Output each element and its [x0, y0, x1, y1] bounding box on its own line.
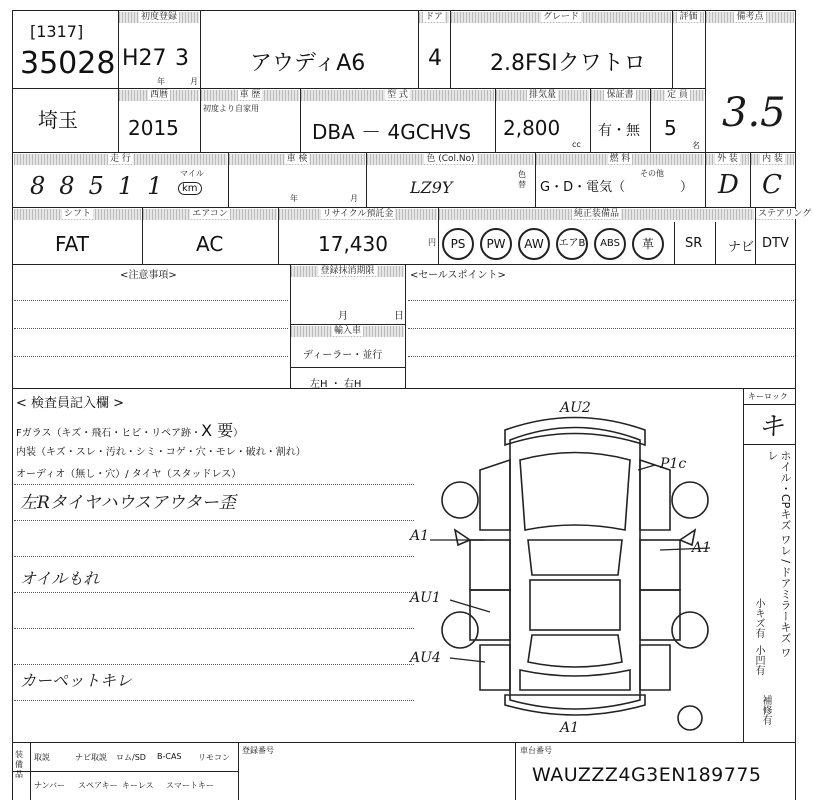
- header-grade: グレード: [451, 12, 671, 23]
- option-item: キーレス: [122, 781, 154, 790]
- fglass-line: Fガラス（キズ・飛石・ヒビ・リペア跡・X 要）: [16, 421, 244, 440]
- interior-line: 内装（キズ・スレ・汚れ・シミ・コゲ・穴・モレ・破れ・割れ）: [16, 447, 306, 458]
- score: 3.5: [722, 90, 786, 136]
- header-import: 輸入車: [291, 326, 404, 337]
- fuel: G・D・電気（: [540, 180, 626, 195]
- mark-left-1: A1: [410, 528, 430, 544]
- reg-month-mark: 月: [338, 311, 348, 322]
- mark-left-3: AU4: [410, 650, 441, 666]
- option-item: スペアキー: [78, 781, 118, 790]
- car-diagram: [410, 400, 740, 740]
- equipment-plain-item: SR: [685, 236, 703, 251]
- color-code: LZ9Y: [410, 178, 453, 197]
- interior-grade: C: [762, 170, 782, 200]
- import-type: ディーラー・並行: [303, 350, 383, 361]
- lot-number: 35028: [20, 46, 116, 81]
- reg-month: 3: [175, 46, 189, 71]
- hand-note-1: 左Rタイヤハウスアウター歪: [20, 493, 236, 513]
- chassis-label: 車台番号: [520, 746, 552, 755]
- header-inspector-notes: < 検査員記入欄 >: [16, 396, 125, 411]
- header-inspection: 車 検: [229, 154, 365, 165]
- fuel-close: ）: [680, 180, 694, 195]
- mark-left-2: AU1: [410, 590, 441, 606]
- header-steering: ステアリング: [758, 209, 812, 219]
- option-item: ロム/SD: [116, 753, 146, 762]
- mileage-digit: 1: [117, 172, 148, 200]
- cc-unit: cc: [572, 140, 581, 149]
- header-capacity: 定 員: [651, 90, 704, 101]
- option-item: スマートキー: [166, 781, 214, 790]
- option-item: ナンバー: [34, 781, 66, 790]
- side-text: ホイル・CPキズ ワレ / ドアミラーキズ ワレ: [766, 450, 792, 659]
- prefecture: 埼玉: [38, 108, 78, 132]
- recycle-fee: 17,430: [318, 232, 388, 256]
- reg-number-label: 登録番号: [242, 746, 274, 755]
- aircon: AC: [196, 232, 224, 256]
- chassis-number: WAUZZZ4G3EN189775: [532, 764, 762, 786]
- exterior-grade: D: [718, 170, 739, 200]
- header-mileage: 走 行: [14, 154, 227, 165]
- recycle-unit: 円: [428, 238, 436, 247]
- options-label: 装備品: [15, 750, 23, 779]
- mark-bottom: A1: [560, 720, 580, 736]
- header-notes: <注意事項>: [120, 270, 177, 281]
- equipment-item: エアB: [556, 228, 588, 260]
- inspection-note: 初度より自家用: [203, 104, 259, 113]
- header-aircon: エアコン: [143, 209, 277, 220]
- header-first-reg: 初度登録: [119, 12, 199, 23]
- mileage-digit: 5: [88, 172, 118, 200]
- warranty: 有・無: [598, 123, 640, 139]
- side-small-2: 小凹有: [753, 645, 764, 675]
- header-warranty: 保証書: [591, 90, 649, 101]
- hand-note-3: カーペットキレ: [20, 671, 132, 690]
- mileage-unit-km: km: [178, 182, 202, 195]
- key-mark: キ: [758, 412, 785, 442]
- hand-note-2: オイルもれ: [20, 569, 100, 588]
- header-vehicle: 車 歴: [201, 90, 299, 101]
- border-top: [12, 10, 796, 11]
- model-code: DBA － 4GCHVS: [312, 120, 472, 144]
- header-door: ドア: [419, 12, 449, 23]
- side-small-1: 小キズ有: [753, 598, 764, 638]
- color-change: 色替: [518, 170, 526, 189]
- header-interior: 内 装: [751, 154, 794, 165]
- mark-right-top: P1c: [660, 456, 687, 472]
- header-recycle: リサイクル預託金: [279, 209, 437, 220]
- equipment-item: PW: [480, 228, 512, 260]
- header-reg-deadline: 登録抹消期限: [291, 266, 404, 277]
- mileage-digits: [30, 172, 176, 200]
- insp-year-mark: 年: [290, 194, 298, 203]
- month-mark: 月: [190, 77, 198, 86]
- border-right: [795, 10, 796, 800]
- header-district: 西暦: [119, 90, 199, 101]
- year-mark: 年: [157, 77, 165, 86]
- reg-day-mark: 日: [394, 311, 404, 322]
- car-name: アウディA6: [250, 51, 366, 76]
- equipment-item: AW: [518, 228, 550, 260]
- equipment-item: 革: [632, 228, 664, 260]
- header-exterior: 外 装: [706, 154, 749, 165]
- header-evaluation: 評価: [673, 12, 704, 23]
- equipment-item: ABS: [594, 228, 626, 260]
- grade: 2.8FSIクワトロ: [490, 51, 646, 76]
- header-sales-point: <セールスポイント>: [410, 270, 506, 281]
- audio-line: オーディオ（無し・穴）/ タイヤ（スタッドレス）: [16, 469, 242, 480]
- option-item: ナビ取説: [75, 753, 107, 762]
- displacement: 2,800: [503, 116, 561, 140]
- year: 2015: [128, 116, 179, 140]
- mileage-digit: 8: [59, 172, 89, 200]
- lot-bracket: [1317]: [30, 22, 84, 41]
- capacity-mark: 名: [692, 141, 700, 150]
- option-item: リモコン: [198, 753, 230, 762]
- header-model: 型 式: [301, 90, 494, 101]
- doors: 4: [428, 46, 442, 71]
- option-item: 取説: [34, 753, 50, 762]
- shift: FAT: [55, 232, 90, 256]
- header-fuel: 燃 料: [536, 154, 704, 165]
- header-remarks: 備考点: [706, 12, 794, 23]
- header-equipment: 純正装備品: [439, 209, 754, 220]
- equipment-item: PS: [442, 228, 474, 260]
- mileage-digit: 8: [30, 172, 60, 200]
- fuel-other: その他: [640, 169, 664, 178]
- mileage-digit: 1: [147, 172, 177, 200]
- header-shift: シフト: [14, 209, 141, 220]
- capacity: 5: [664, 116, 677, 140]
- mark-right-1: A1: [692, 540, 712, 556]
- insp-month-mark: 月: [350, 194, 358, 203]
- option-item: B-CAS: [157, 752, 182, 761]
- side-small-3: 補修有: [760, 695, 771, 725]
- header-color: 色 (Col.No): [367, 154, 534, 165]
- header-key-lock: キーロック: [748, 392, 788, 401]
- equipment-plain-item: DTV: [762, 236, 789, 251]
- border-left: [12, 10, 13, 800]
- era-year: H27: [122, 46, 167, 71]
- equipment-plain-item: ナビ: [728, 240, 755, 255]
- mileage-unit-mile: マイル: [180, 169, 204, 178]
- mark-top: AU2: [560, 400, 591, 416]
- hand-drive: 左H ・ 右H: [310, 379, 362, 390]
- header-displacement: 排気量: [496, 90, 589, 101]
